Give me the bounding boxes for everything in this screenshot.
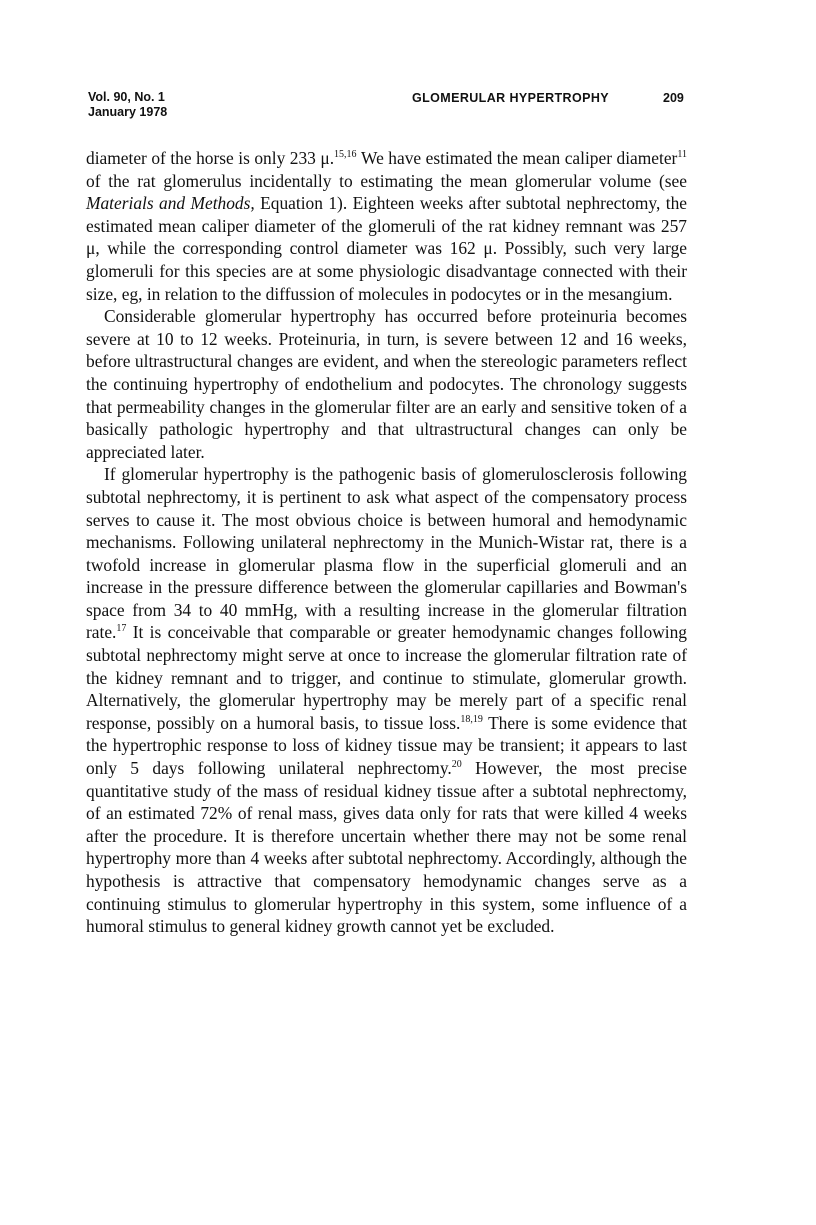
paragraph-1 <box>86 147 687 305</box>
citation-ref: 17 <box>116 623 127 635</box>
issue-date: January 1978 <box>88 105 168 119</box>
text-span: diameter of the horse is only 233 μ. <box>86 148 335 168</box>
journal-issue-info <box>88 90 167 120</box>
article-body <box>86 147 687 938</box>
paragraph-2: Considerable glomerular hypertrophy has occurred before proteinuria becomes severe at 10 to 12 weeks. Proteinuria, in turn, is severe between 12 and 16 weeks, before ultrastructural changes are evident, and when the stereologic parameters reflect the continuing hypertrophy of endothelium and podocytes. The chronology suggests that permeability changes in the glomerular filter are an early and sensitive token of a basically pathologic hypertrophy and that ultrastructural changes can only be appreciated later. <box>86 306 687 462</box>
section-reference: Materials and Methods, <box>86 193 255 214</box>
page-number: 209 <box>663 91 684 105</box>
text-span: If glomerular hypertrophy is the pathogenic basis of glomerulosclerosis following subtotal nephrectomy, it is pertinent to ask what aspect of the compensatory process serves to cause it. The most obvious choice is between humoral and hemodynamic mechanisms. Following unilateral nephrectomy in the Munich-Wistar rat, there is a twofold increase in glomerular plasma flow in the superficial glomeruli and an increase in the pressure difference between the glomerular capillaries and Bowman's space from 34 to 40 mmHg, with a resulting increase in the glomerular filtration rate. <box>86 464 687 643</box>
citation-ref: 15,16 <box>334 149 357 161</box>
text-span: of the rat glomerulus incidentally to estimating the mean glomerular volume (see <box>86 170 687 191</box>
paragraph-3 <box>86 463 687 937</box>
text-span: However, the most precise quantitative study of the mass of residual kidney tissue after a subtotal nephrectomy, of an estimated 72% of renal mass, gives data only for rats that were killed 4 weeks after the procedure. It is therefore uncertain whether there may not be some renal hypertrophy more than 4 weeks after subtotal nephrectomy. Accordingly, although the hypothesis is attractive that compensatory hemodynamic changes serve as a continuing stimulus to glomerular hypertrophy in this system, some influence of a humoral stimulus to general kidney growth cannot yet be excluded. <box>86 758 687 937</box>
volume-number: Vol. 90, No. 1 <box>88 90 165 104</box>
citation-ref: 20 <box>451 759 462 771</box>
text-span: Equation 1). Eighteen weeks after subtotal nephrectomy, the estimated mean caliper diameter of the glomeruli of the rat kidney remnant was 257 μ, while the corresponding control diameter was 162 μ. Possibly, such very large glomeruli for this species are at some physiologic disadvantage connected with their size, eg, in relation to the diffussion of molecules in podocytes or in the mesangium. <box>86 193 687 304</box>
text-span: It is conceivable that comparable or greater hemodynamic changes following subtotal nephrectomy might serve at once to increase the glomerular filtration rate of the kidney remnant and to trigger, and continue to stimulate, glomerular growth. Alternatively, the glomerular hypertrophy may be merely part of a specific renal response, possibly on a humoral basis, to tissue loss. <box>86 622 687 733</box>
text-span: There is some evidence that the hypertrophic response to loss of kidney tissue may be transient; it appears to last only 5 days following unilateral nephrectomy. <box>86 712 687 779</box>
citation-ref: 11 <box>677 149 687 161</box>
citation-ref: 18,19 <box>460 714 483 726</box>
running-title: GLOMERULAR HYPERTROPHY <box>412 91 610 105</box>
text-span: We have estimated the mean caliper diameter <box>356 148 678 168</box>
